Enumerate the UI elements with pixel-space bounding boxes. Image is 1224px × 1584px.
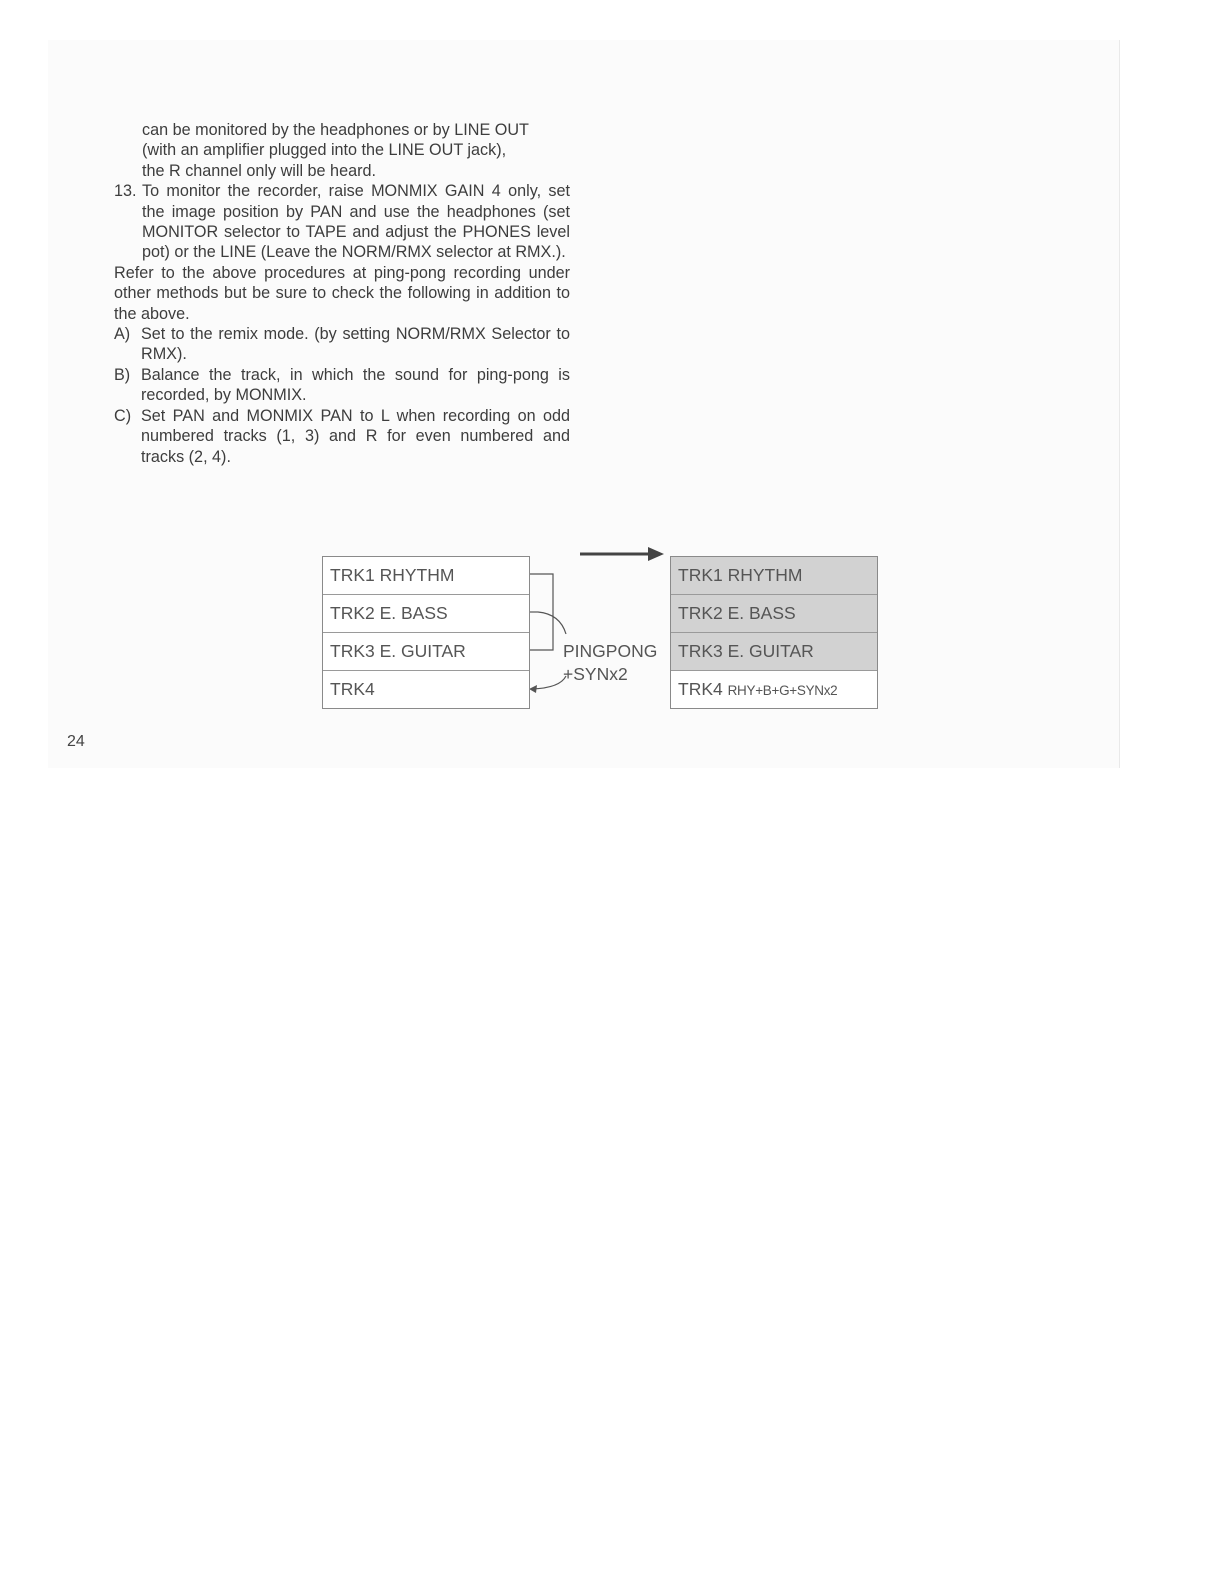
syn-label: +SYNx2: [563, 664, 628, 684]
continuation-line: the R channel only will be heard.: [142, 161, 376, 180]
list-label: A): [114, 325, 131, 344]
track-content: RHY+B+G+SYNx2: [727, 683, 838, 698]
result-track-cell: [671, 595, 877, 633]
track-prefix: TRK1: [678, 565, 723, 585]
track-content: E. BASS: [727, 603, 796, 623]
list-item-text: Balance the track, in which the sound for ping-pong is recorded, by MONMIX.: [141, 365, 570, 405]
source-track-cell: TRK1 RHYTHM: [323, 557, 529, 595]
list-item-text: To monitor the recorder, raise MONMIX GAIN 4 only, set the image position by PAN and use the headphones (set MONITOR selector to TAPE and adjust the PHONES level pot) or the LINE (Leave the NORM/RMX selector at RMX.).: [142, 182, 570, 262]
source-track-cell: TRK2 E. BASS: [323, 595, 529, 633]
track-prefix: TRK2: [678, 603, 723, 623]
list-label: B): [114, 365, 131, 384]
result-track-table: [670, 556, 878, 709]
page-number: 24: [67, 733, 85, 750]
track-prefix: TRK4: [678, 679, 723, 699]
return-arrow-line: [532, 676, 566, 689]
track-content: E. GUITAR: [727, 641, 814, 661]
track-content: RHYTHM: [727, 565, 803, 585]
bracket-curve: [538, 612, 566, 634]
return-arrow-head: [529, 685, 537, 693]
continuation-line: (with an amplifier plugged into the LINE OUT jack),: [142, 141, 507, 160]
pingpong-label: PINGPONG: [563, 641, 658, 661]
paragraph: Refer to the above procedures at ping-pong recording under other methods but be sure to check the following in addition to the above.: [114, 263, 570, 323]
list-label: C): [114, 406, 132, 425]
source-track-cell: TRK3 E. GUITAR: [323, 633, 529, 671]
result-track-cell: [671, 557, 877, 595]
result-track-cell: [671, 671, 877, 708]
track-prefix: TRK3: [678, 641, 723, 661]
list-number: 13.: [114, 182, 137, 201]
list-item-text: Set to the remix mode. (by setting NORM/RMX Selector to RMX).: [141, 325, 570, 364]
continuation-line: can be monitored by the headphones or by LINE OUT: [142, 121, 529, 139]
source-track-table: [322, 556, 530, 709]
transfer-arrow-head: [648, 547, 664, 561]
list-item-text: Set PAN and MONMIX PAN to L when recording on odd numbered tracks (1, 3) and R for even numbered and tracks (2, 4).: [141, 406, 570, 466]
source-track-cell: TRK4: [330, 679, 375, 699]
result-track-cell: [671, 633, 877, 671]
